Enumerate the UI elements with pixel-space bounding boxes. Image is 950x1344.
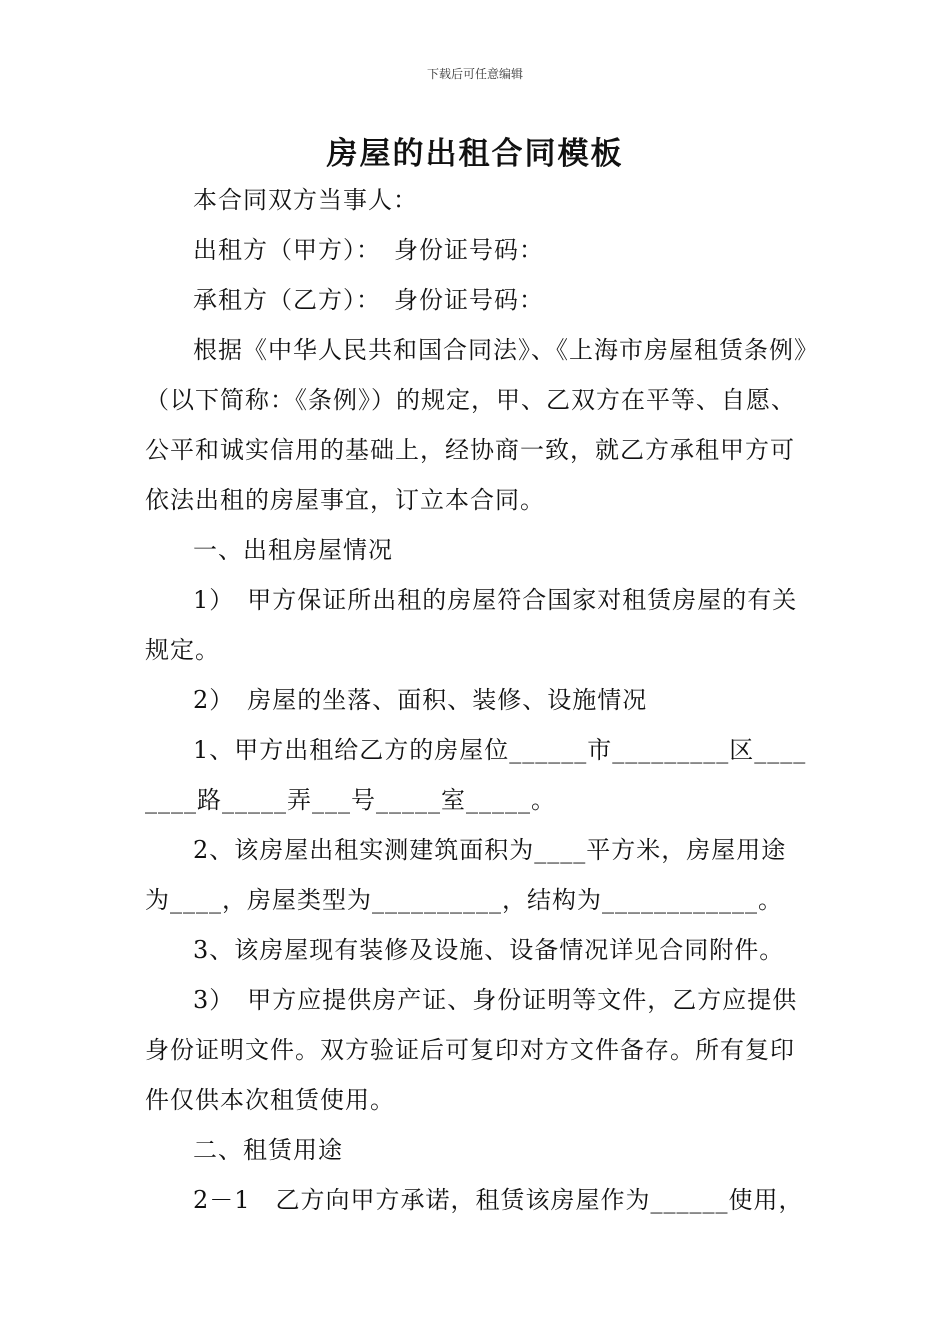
document-title: 房屋的出租合同模板	[326, 136, 624, 172]
paragraph-clause-1: 1） 甲方保证所出租的房屋符合国家对租赁房屋的有关规定。	[145, 586, 798, 664]
paragraph-clause-3: 3） 甲方应提供房产证、身份证明等文件，乙方应提供身份证明文件。双方验证后可复印对方文件备存。所有复印件仅供本次租赁使用。	[145, 986, 798, 1114]
document-body	[145, 175, 810, 1225]
paragraph-legal-basis: 根据《中华人民共和国合同法》、《上海市房屋租赁条例》（以下简称：《条例》）的规定，甲、乙双方在平等、自愿、公平和诚实信用的基础上，经协商一致，就乙方承租甲方可依法出租的房屋事宜，订立本合同。	[145, 336, 807, 514]
paragraph-parties-intro: 本合同双方当事人：	[193, 186, 418, 214]
paragraph-facilities: 3、该房屋现有装修及设施、设备情况详见合同附件。	[193, 936, 785, 964]
paragraph-clause-2: 2） 房屋的坐落、面积、装修、设施情况	[193, 686, 648, 714]
section-heading-usage: 二、租赁用途	[193, 1136, 343, 1164]
section-heading-property: 一、出租房屋情况	[193, 536, 393, 564]
page-header-note: 下载后可任意编辑	[426, 67, 523, 81]
paragraph-usage-2-1: 2－1 乙方向甲方承诺，租赁该房屋作为______使用，	[193, 1186, 804, 1214]
paragraph-lessee: 承租方（乙方）： 身份证号码：	[193, 286, 544, 314]
paragraph-location: 1、甲方出租给乙方的房屋位______市_________区________路_____弄___号_____室_____。	[145, 736, 807, 814]
paragraph-area: 2、该房屋出租实测建筑面积为____平方米，房屋用途为____，房屋类型为__________，结构为____________。	[145, 836, 787, 914]
paragraph-lessor: 出租方（甲方）： 身份证号码：	[193, 236, 544, 264]
